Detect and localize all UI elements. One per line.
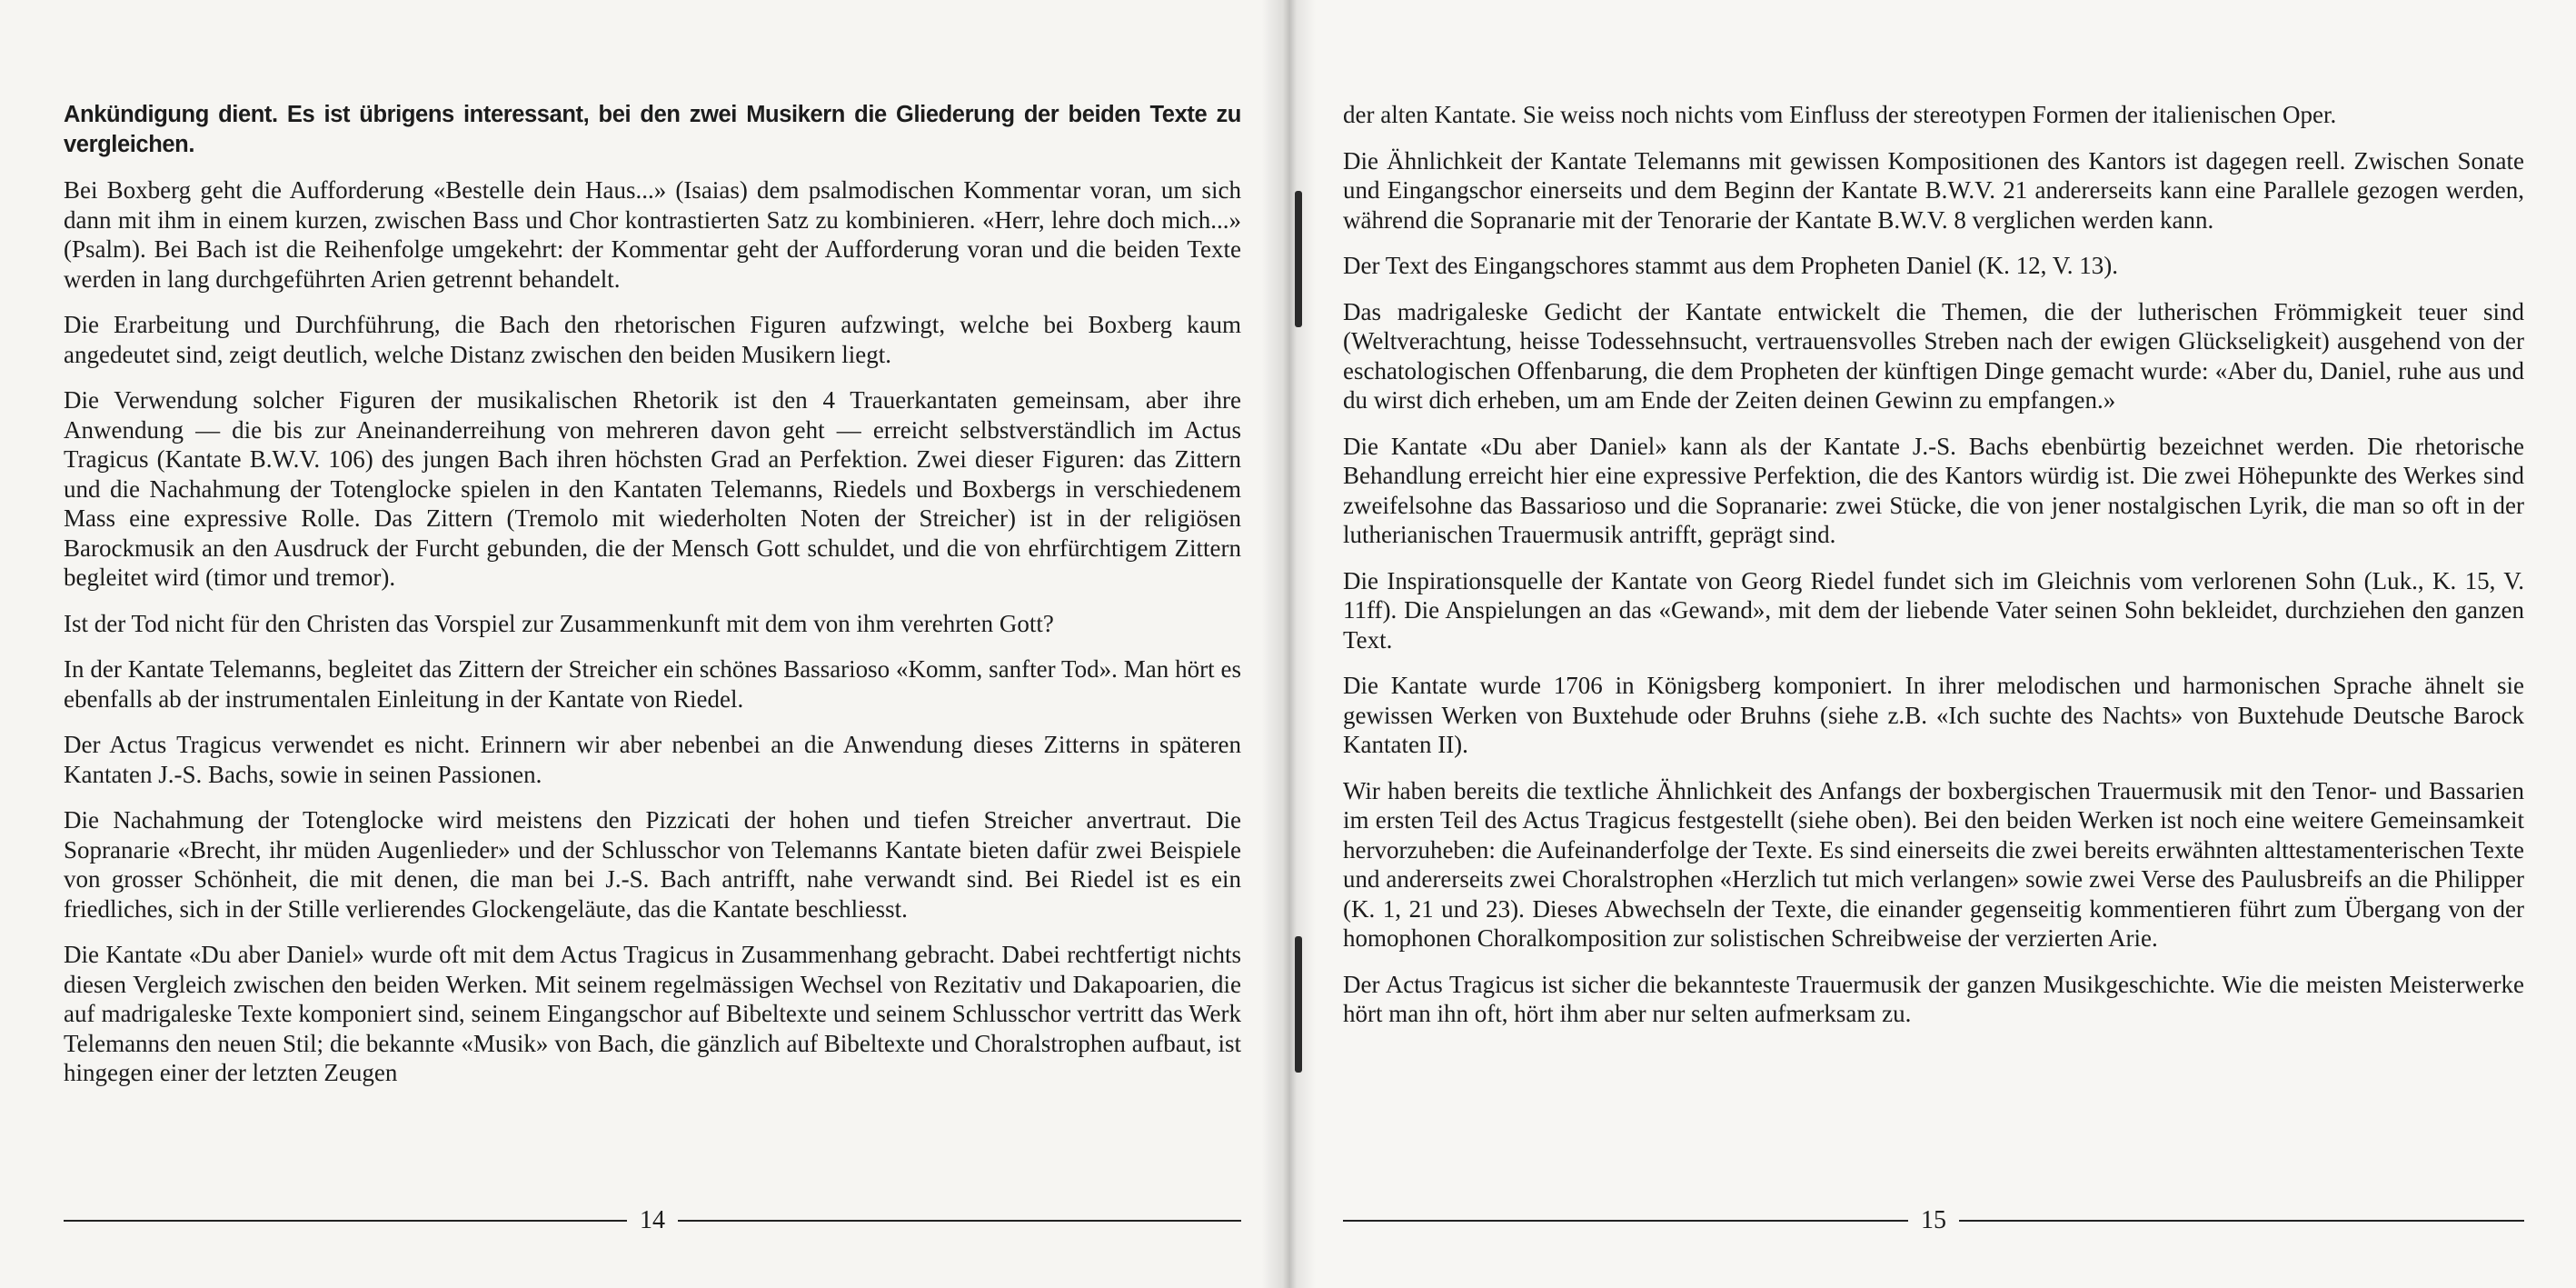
paragraph: In der Kantate Telemanns, begleitet das Zittern der Streicher ein schönes Bassarioso «Komm, sanfter Tod». Man hört es ebenfalls ab der instrumentalen Einleitung in der Kantate von Riedel. (64, 655, 1241, 713)
staple-top (1295, 191, 1302, 327)
paragraph: Ist der Tod nicht für den Christen das Vorspiel zur Zusammenkunft mit dem von ihm verehrten Gott? (64, 609, 1054, 637)
paragraph: Wir haben bereits die textliche Ähnlichkeit des Anfangs der boxbergischen Trauermusik mit den Tenor- und Bassarien im ersten Teil des Actus Tragicus festgestellt (siehe oben). Bei den beiden Werken ist noch eine weitere Gemeinsamkeit hervorzuheben: die Aufeinanderfolge der Texte. Es sind einerseits die zwei bereits erwähnten alttestamenterischen Texte und andererseits zwei Choralstrophen «Herzlich tut mich verlangen» sowie zwei Verse des Paulusbreifs an die Philipper (K. 1, 21 und 23). Dieses Abwechseln der Texte, die einander gegenseitig kommentieren führt zum Übergang von der homophonen Choralkomposition zur solistischen Schreibweise der verzierten Arie. (1343, 776, 2524, 952)
staple-bottom (1295, 936, 1302, 1073)
paragraph: Bei Boxberg geht die Aufforderung «Bestelle dein Haus...» (Isaias) dem psalmodischen Kommentar voran, um sich dann mit ihm in einem kurzen, zwischen Bass und Chor kontrastierten Satz zu kombinieren. «Herr, lehre doch mich...» (Psalm). Bei Bach ist die Reihenfolge umgekehrt: der Kommentar geht der Aufforderung voran und die beiden Texte werden in lang durchgeführten Arien getrennt behandelt. (64, 176, 1241, 293)
paragraph: Die Ähnlichkeit der Kantate Telemanns mit gewissen Kompositionen des Kantors ist dagegen reell. Zwischen Sonate und Eingangschor einerseits und dem Beginn der Kantate B.W.V. 21 andererseits kann eine Parallele gezogen werden, während die Sopranarie mit der Tenorarie der Kantate B.W.V. 8 verglichen werden kann. (1343, 146, 2524, 234)
paragraph: Die Verwendung solcher Figuren der musikalischen Rhetorik ist den 4 Trauerkantaten gemeinsam, aber ihre Anwendung — die bis zur Aneinanderreihung von mehreren davon geht — erreicht selbstverständlich im Actus Tragicus (Kantate B.W.V. 106) des jungen Bach ihren höchsten Grad an Perfektion. Zwei dieser Figuren: das Zittern und die Nachahmung der Totenglocke spielen in den Kantaten Telemanns, Riedels und Boxbergs in verschiedenem Mass eine expressive Rolle. Das Zittern (Tremolo mit wiederholten Noten der Streicher) ist in der religiösen Barockmusik an den Ausdruck der Furcht gebunden, die der Mensch Gott schuldet, und die von ehrfürchtigem Zittern begleitet wird (timor und tremor). (64, 386, 1241, 591)
paragraph: Die Inspirationsquelle der Kantate von Georg Riedel fundet sich im Gleichnis vom verlorenen Sohn (Luk., K. 15, V. 11ff). Die Anspielungen an das «Gewand», mit dem der liebende Vater seinen Sohn bekleidet, durchziehen den ganzen Text. (1343, 566, 2524, 654)
page-footer (64, 1203, 1241, 1239)
footer-rule (678, 1220, 1241, 1222)
footer-rule (1343, 1220, 1908, 1222)
page-number: 14 (640, 1206, 665, 1234)
paragraph: Das madrigaleske Gedicht der Kantate entwickelt die Themen, die der lutherischen Frömmigkeit teuer sind (Weltverachtung, heisse Todessehnsucht, vertrauensvolles Streben nach der ewigen Glückseligkeit) ausgehend von der eschatologischen Offenbarung, die dem Propheten der künftigen Dinge gemacht wurde: «Aber du, Daniel, ruhe aus und du wirst dich erheben, um am Ende der Zeiten deinen Gewinn zu empfangen.» (1343, 297, 2524, 414)
right-page-text (1343, 100, 2524, 1045)
footer-rule (1959, 1220, 2524, 1222)
paragraph: Die Kantate «Du aber Daniel» wurde oft mit dem Actus Tragicus in Zusammenhang gebracht. Dabei rechtfertigt nichts diesen Vergleich zwischen den beiden Werken. Mit seinem regelmässigen Wechsel von Rezitativ und Dakapoarien, die auf madrigaleske Texte komponiert sind, seinem Eingangschor auf Bibeltexte und seinem Schlusschor vertritt das Werk Telemanns den neuen Stil; die bekannte «Musik» von Bach, die gänzlich auf Bibeltexte und Choralstrophen aufbaut, ist hingegen einer der letzten Zeugen (64, 941, 1241, 1086)
paragraph: Ankündigung dient. Es ist übrigens interessant, bei den zwei Musikern die Gliederung der beiden Texte zu vergleichen. (64, 102, 1241, 157)
paragraph: der alten Kantate. Sie weiss noch nichts vom Einfluss der stereotypen Formen der italienischen Oper. (1343, 101, 2337, 128)
paragraph: Der Actus Tragicus ist sicher die bekannteste Trauermusik der ganzen Musikgeschichte. Wie die meisten Meisterwerke hört man ihn oft, hört ihm aber nur selten aufmerksam zu. (1343, 970, 2524, 1027)
paragraph: Die Nachahmung der Totenglocke wird meistens den Pizzicati der hohen und tiefen Streicher anvertraut. Die Sopranarie «Brecht, ihr müden Augenlieder» und der Schlusschor von Telemanns Kantate bieten dafür zwei Beispiele von grosser Schönheit, die mit denen, die man bei J.-S. Bach antrifft, nahe verwandt sind. Bei Riedel ist es ein friedliches, sich in der Stille verlierendes Glockengeläute, das die Kantate beschliesst. (64, 806, 1241, 923)
paragraph: Die Erarbeitung und Durchführung, die Bach den rhetorischen Figuren aufzwingt, welche bei Boxberg kaum angedeutet sind, zeigt deutlich, welche Distanz zwischen den beiden Musikern liegt. (64, 311, 1241, 368)
paragraph: Der Text des Eingangschores stammt aus dem Propheten Daniel (K. 12, V. 13). (1343, 252, 2118, 279)
left-page (0, 0, 1281, 1288)
page-number: 15 (1921, 1206, 1946, 1234)
right-page (1281, 0, 2576, 1288)
paragraph: Die Kantate «Du aber Daniel» kann als der Kantate J.-S. Bachs ebenbürtig bezeichnet werden. Die rhetorische Behandlung erreicht hier eine expressive Perfektion, die des Kantors würdig ist. Die zwei Höhepunkte des Werkes sind zweifelsohne das Bassarioso und die Sopranarie: zwei Stücke, die von jener nostalgischen Lyrik, die man so oft in der lutherianischen Trauermusik antrifft, geprägt sind. (1343, 432, 2524, 548)
page-footer (1343, 1203, 2524, 1239)
left-page-text (64, 100, 1241, 1104)
footer-rule (64, 1220, 627, 1222)
paragraph: Die Kantate wurde 1706 in Königsberg komponiert. In ihrer melodischen und harmonischen Sprache ähnelt sie gewissen Werken von Buxtehude oder Bruhns (siehe z.B. «Ich suchte des Nachts» von Buxtehude Deutsche Barock Kantaten II). (1343, 672, 2524, 758)
paragraph: Der Actus Tragicus verwendet es nicht. Erinnern wir aber nebenbei an die Anwendung dieses Zitterns in späteren Kantaten J.-S. Bachs, sowie in seinen Passionen. (64, 731, 1241, 788)
